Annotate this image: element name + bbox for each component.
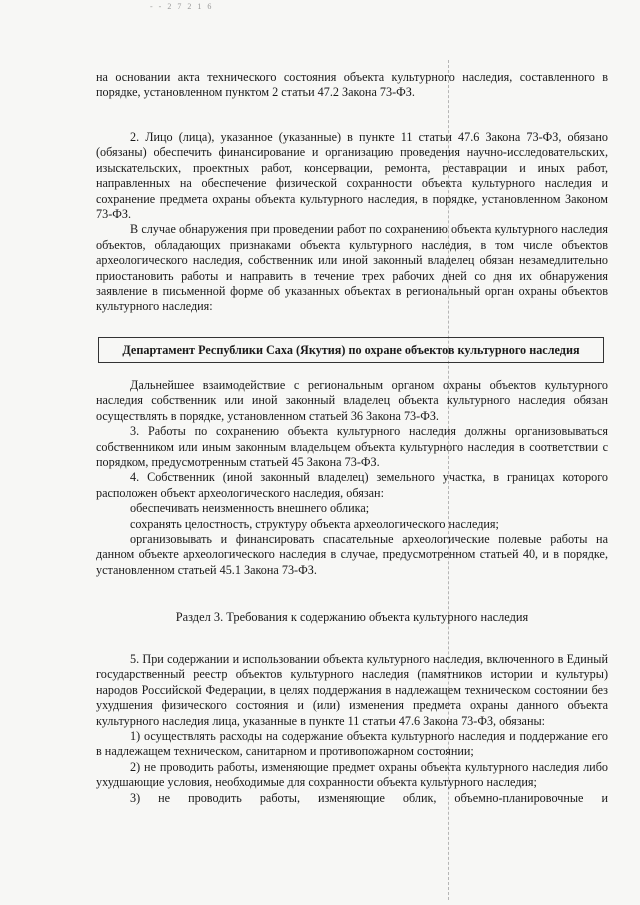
authority-box-label: Департамент Республики Саха (Якутия) по охране объектов культурного наследия <box>122 342 580 357</box>
paragraph-4a: обеспечивать неизменность внешнего облика; <box>130 501 370 516</box>
paragraph-fragment-top: на основании акта технического состояния объекта культурного наследия, составленного в порядке, установленном пунктом 2 статьи 47.2 Закона 73-ФЗ. <box>96 70 608 100</box>
header-mark: - - 2 7 2 1 6 <box>150 2 214 11</box>
authority-box <box>98 337 604 363</box>
list-item-3: 3) не проводить работы, изменяющие облик, объемно-планировочные и <box>130 790 608 805</box>
list-item-2: 2) не проводить работы, изменяющие предмет охраны объекта культурного наследия либо ухудшающие условия, необходимые для сохранности объекта культурного наследия; <box>96 759 608 790</box>
section-title: Раздел 3. Требования к содержанию объекта культурного наследия <box>175 610 529 624</box>
paragraph-2: 2. Лицо (лица), указанное (указанные) в пункте 11 статьи 47.6 Закона 73-ФЗ, обязано (обязаны) обеспечить финансирование и организацию проведения научно-исследовательских, изыскательских, проектных работ, консервации, ремонта, реставрации и иных работ, направленных на обеспечение физической сохранности объекта культурного наследия и сохранение предмета охраны объекта культурного наследия, в порядке, установленном Законом 73-ФЗ. <box>96 130 608 222</box>
fragment-top <box>96 70 608 101</box>
after-box-block <box>96 378 608 578</box>
paragraph-4b: сохранять целостность, структуру объекта археологического наследия; <box>130 516 499 531</box>
paragraph-3: 3. Работы по сохранению объекта культурного наследия должны организовываться собственником или иным законным владельцем объекта культурного наследия в соответствии с порядком, предусмотренным статьей 45 Закона 73-ФЗ. <box>96 424 608 470</box>
paragraph-4: 4. Собственник (иной законный владелец) земельного участка, в границах которого расположен объект археологического наследия, обязан: <box>96 470 608 500</box>
paragraph-5-block <box>96 652 608 806</box>
paragraph-after-box: Дальнейшее взаимодействие с региональным органом охраны объектов культурного наследия собственник или иной законный владелец объекта культурного наследия обязан осуществлять в порядке, установленном статьей 36 Закона 73-ФЗ. <box>96 378 608 423</box>
list-item-1: 1) осуществлять расходы на содержание объекта культурного наследия и поддержание его в надлежащем техническом, санитарном и противопожарном состоянии; <box>96 729 608 759</box>
paragraph-2-block <box>96 130 608 315</box>
paragraph-5: 5. При содержании и использовании объекта культурного наследия, включенного в Единый государственный реестр объектов культурного наследия (памятников истории и культуры) народов Российской Федерации, в целях поддержания в надлежащем техническом состоянии без ухудшения физического состояния и (или) изменения предмета охраны данного объекта культурного наследия лица, указанные в пункте 11 статьи 47.6 Закона 73-ФЗ, обязаны: <box>96 652 608 728</box>
paragraph-4c: организовывать и финансировать спасательные археологические полевые работы на данном объекте археологического наследия в случае, предусмотренном статьей 40, и в порядке, установленном статьей 45.1 Закона 73-ФЗ. <box>96 532 608 577</box>
paragraph-2b: В случае обнаружения при проведении работ по сохранению объекта культурного наследия объектов, обладающих признаками объекта культурного наследия, в том числе объектов археологического наследия, собственник или иной законный владелец обязан незамедлительно приостановить работы и направить в течение трех рабочих дней со дня их обнаружения заявление в письменной форме об указанных объектах в региональный орган охраны объектов культурного наследия: <box>96 222 608 314</box>
